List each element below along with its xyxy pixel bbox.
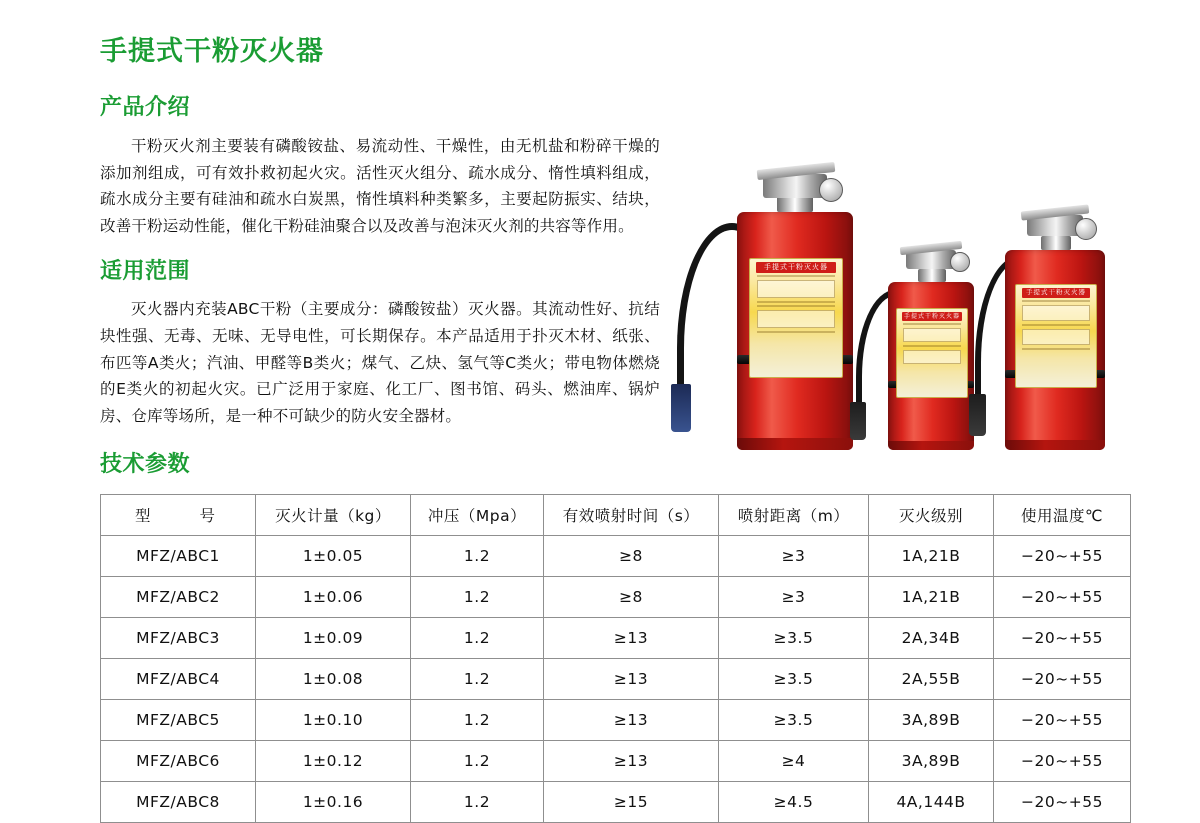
table-row — [101, 782, 1131, 823]
table-row — [101, 659, 1131, 700]
section-heading-intro: 产品介绍 — [100, 95, 191, 121]
section-body-intro: 干粉灭火剂主要装有磷酸铵盐、易流动性、干燥性，由无机盐和粉碎干燥的添加剂组成，可有效扑救初起火灾。活性灭火组分、疏水成分、惰性填料组成，疏水成分主要有硅油和疏水白炭黑，惰性填料种类繁多，主要起防振实、结块，改善干粉运动性能，催化干粉硅油聚合以及改善与泡沫灭火剂的共容等作用。 — [100, 136, 660, 235]
cell-pressure: 1.2 — [411, 700, 544, 741]
cell-pressure: 1.2 — [411, 618, 544, 659]
label-title: 手提式干粉灭火器 — [1022, 288, 1091, 298]
document-content — [100, 36, 1103, 823]
cell-model: MFZ/ABC6 — [101, 741, 256, 782]
label-title: 手提式干粉灭火器 — [756, 262, 835, 273]
cell-spray-distance: ≥3.5 — [719, 659, 869, 700]
table-header-spray-time: 有效喷射时间（s） — [544, 495, 719, 536]
cell-model: MFZ/ABC1 — [101, 536, 256, 577]
cell-rating: 4A,144B — [869, 782, 994, 823]
cell-spray-distance: ≥3.5 — [719, 618, 869, 659]
table-header-pressure: 冲压（Mpa） — [411, 495, 544, 536]
cell-rating: 3A,89B — [869, 700, 994, 741]
cell-model: MFZ/ABC5 — [101, 700, 256, 741]
table-header-weight: 灭火计量（kg） — [256, 495, 411, 536]
cell-spray-time: ≥8 — [544, 577, 719, 618]
cell-spray-distance: ≥4.5 — [719, 782, 869, 823]
cell-weight: 1±0.12 — [256, 741, 411, 782]
table-row — [101, 577, 1131, 618]
cell-rating: 2A,34B — [869, 618, 994, 659]
cell-temperature: −20~+55 — [994, 700, 1131, 741]
specifications-table — [100, 494, 1131, 823]
cell-model: MFZ/ABC8 — [101, 782, 256, 823]
cell-model: MFZ/ABC4 — [101, 659, 256, 700]
cell-spray-time: ≥13 — [544, 659, 719, 700]
cell-spray-time: ≥13 — [544, 618, 719, 659]
table-header-rating: 灭火级别 — [869, 495, 994, 536]
cell-temperature: −20~+55 — [994, 782, 1131, 823]
cell-temperature: −20~+55 — [994, 618, 1131, 659]
cell-pressure: 1.2 — [411, 741, 544, 782]
cell-rating: 3A,89B — [869, 741, 994, 782]
cell-weight: 1±0.09 — [256, 618, 411, 659]
table-row — [101, 700, 1131, 741]
section-body-scope: 灭火器内充装ABC干粉（主要成分：磷酸铵盐）灭火器。其流动性好、抗结块性强、无毒、无味、无导电性，可长期保存。本产品适用于扑灭木材、纸张、布匹等A类火；汽油、甲醛等B类火；煤气、乙炔、氢气等C类火；带电物体燃烧的E类火的初起火灾。已广泛用于家庭、化工厂、图书馆、码头、燃油库、锅炉房、仓库等场所，是一种不可缺少的防火安全器材。 — [100, 300, 660, 425]
cell-pressure: 1.2 — [411, 536, 544, 577]
cell-weight: 1±0.05 — [256, 536, 411, 577]
table-header-spray-distance: 喷射距离（m） — [719, 495, 869, 536]
cell-spray-distance: ≥3 — [719, 577, 869, 618]
section-heading-scope: 适用范围 — [100, 258, 191, 284]
cell-model: MFZ/ABC2 — [101, 577, 256, 618]
cell-spray-distance: ≥4 — [719, 741, 869, 782]
cell-spray-time: ≥13 — [544, 700, 719, 741]
cell-spray-distance: ≥3 — [719, 536, 869, 577]
table-row — [101, 618, 1131, 659]
table-row — [101, 536, 1131, 577]
cell-spray-time: ≥15 — [544, 782, 719, 823]
table-row — [101, 741, 1131, 782]
cell-weight: 1±0.10 — [256, 700, 411, 741]
cell-weight: 1±0.08 — [256, 659, 411, 700]
cell-pressure: 1.2 — [411, 577, 544, 618]
cell-weight: 1±0.16 — [256, 782, 411, 823]
cell-model: MFZ/ABC3 — [101, 618, 256, 659]
cell-rating: 1A,21B — [869, 536, 994, 577]
table-header-model: 型 号 — [101, 495, 256, 536]
cell-rating: 2A,55B — [869, 659, 994, 700]
cell-weight: 1±0.06 — [256, 577, 411, 618]
cell-rating: 1A,21B — [869, 577, 994, 618]
cell-spray-time: ≥8 — [544, 536, 719, 577]
cell-spray-time: ≥13 — [544, 741, 719, 782]
table-header-temperature: 使用温度℃ — [994, 495, 1131, 536]
cell-spray-distance: ≥3.5 — [719, 700, 869, 741]
table-header-row — [101, 495, 1131, 536]
page-title: 手提式干粉灭火器 — [100, 36, 324, 67]
cell-temperature: −20~+55 — [994, 536, 1131, 577]
cell-pressure: 1.2 — [411, 659, 544, 700]
label-title: 手提式干粉灭火器 — [902, 312, 962, 321]
section-heading-params: 技术参数 — [100, 452, 191, 478]
cell-temperature: −20~+55 — [994, 741, 1131, 782]
cell-temperature: −20~+55 — [994, 659, 1131, 700]
cell-temperature: −20~+55 — [994, 577, 1131, 618]
cell-pressure: 1.2 — [411, 782, 544, 823]
